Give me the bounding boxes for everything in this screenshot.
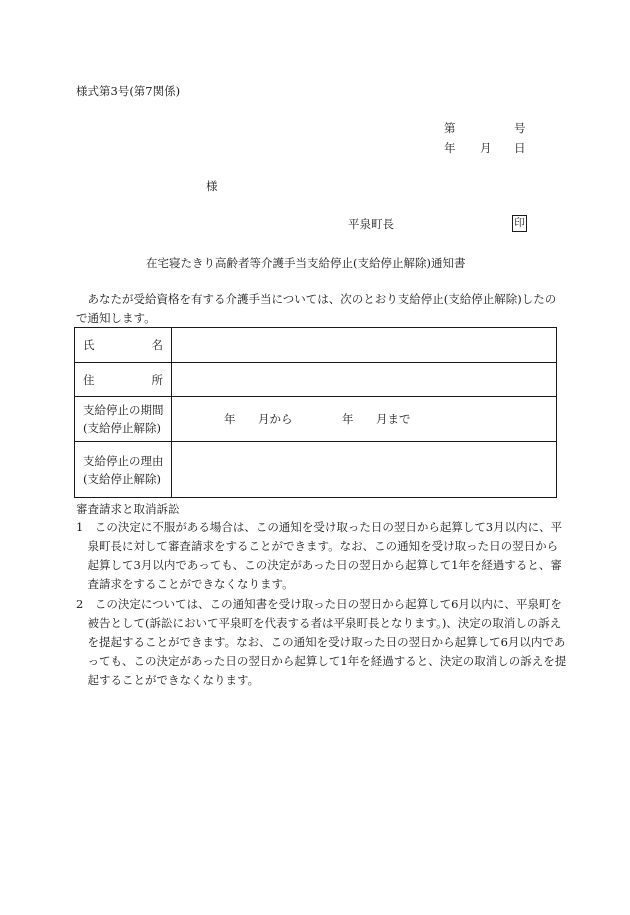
document-number-suffix: 号 (514, 121, 526, 135)
form-number: 様式第3号(第7関係) (76, 84, 181, 98)
name-value-cell (172, 328, 557, 363)
intro-text: あなたが受給資格を有する介護手当については、次のとおり支給停止(支給停止解除)したので通知します。 (76, 292, 557, 325)
document-title: 在宅寝たきり高齢者等介護手当支給停止(支給停止解除)通知書 (146, 256, 466, 270)
recipient-suffix: 様 (206, 179, 218, 193)
notice-item-1: 1 この決定に不服がある場合は、この通知を受け取った日の翌日から起算して3月以内に、平泉町長に対して審査請求をすることができます。なお、この通知を受け取った日の翌日から起算して3月以内であっても、この決定があった日の翌日から起算して1年を経過すると、審査請求をすることができなくなります。 (76, 520, 563, 591)
table-row-address (75, 363, 557, 397)
period-from-year: 年 (224, 412, 236, 426)
name-label-cell: 氏 名 (75, 328, 172, 363)
table-row-period (75, 397, 557, 442)
period-to-month: 月まで (376, 412, 411, 426)
seal-mark: 印 (512, 215, 527, 232)
document-number-prefix: 第 (444, 121, 456, 135)
period-label-cell: 支給停止の期間 (支給停止解除) (75, 397, 172, 442)
address-value-cell (172, 363, 557, 397)
date-year: 年 (444, 141, 456, 155)
table-row-reason (75, 442, 557, 498)
info-table (74, 327, 557, 498)
period-value-cell (172, 397, 557, 442)
period-to-year: 年 (342, 412, 354, 426)
date-month: 月 (480, 141, 492, 155)
notice-item-2: 2 この決定については、この通知書を受け取った日の翌日から起算して6月以内に、平泉町を被告として(訴訟において平泉町を代表する者は平泉町長となります。)、決定の取消しの訴えを提起することができます。なお、この通知を受け取った日の翌日から起算して6月以内であっても、この決定があった日の翌日から起算して1年を経過すると、決定の取消しの訴えを提起することができなくなります。 (76, 597, 567, 687)
issuer-name: 平泉町長 (348, 217, 394, 231)
reason-label-cell: 支給停止の理由 (支給停止解除) (75, 442, 172, 498)
table-row-name (75, 328, 557, 363)
reason-value-cell (172, 442, 557, 498)
address-label-cell: 住 所 (75, 363, 172, 397)
period-from-month: 月から (258, 412, 293, 426)
date-day: 日 (514, 141, 526, 155)
notice-heading: 審査請求と取消訴訟 (76, 502, 180, 516)
